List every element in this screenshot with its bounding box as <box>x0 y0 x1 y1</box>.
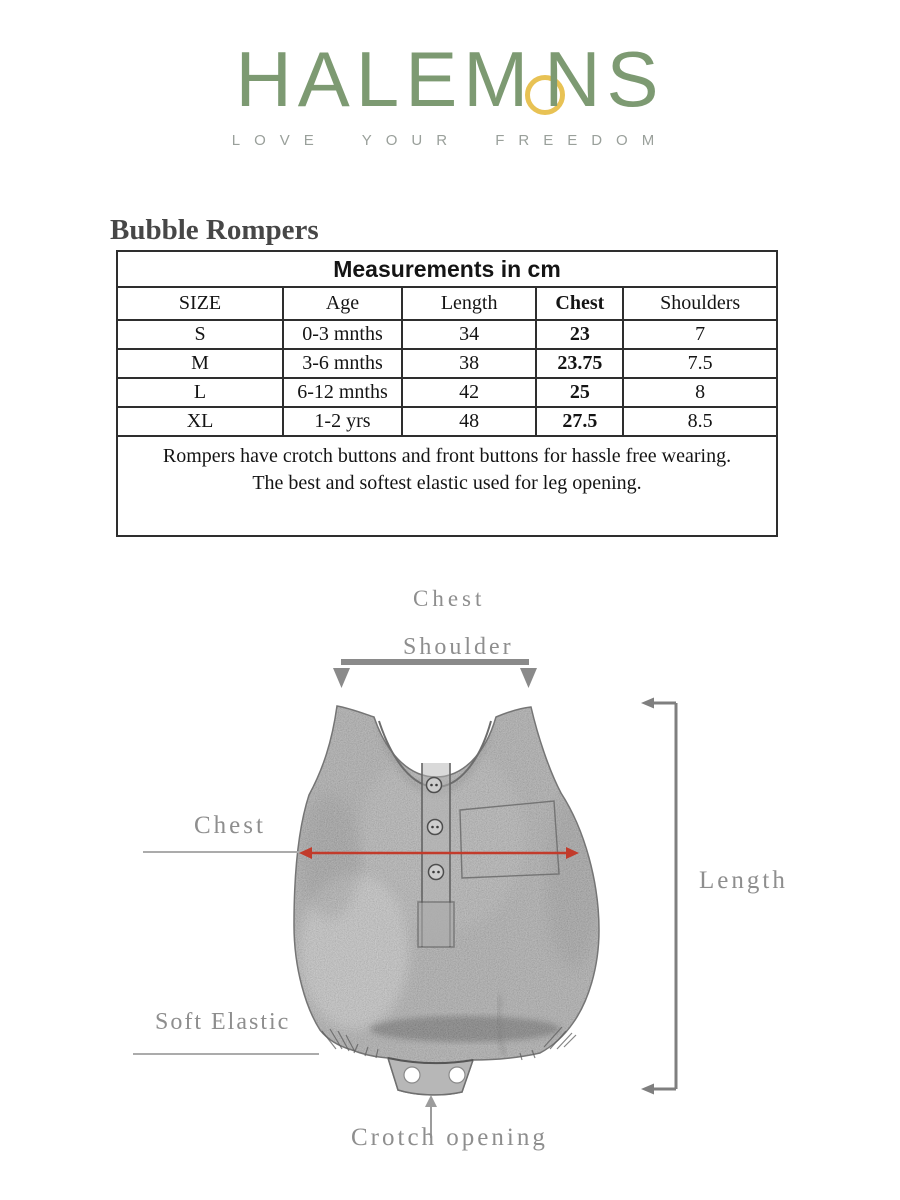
wordmark-right: NS <box>544 35 665 123</box>
cell-shoulders: 7 <box>623 320 777 349</box>
brand-logo <box>0 35 900 149</box>
table-header-row <box>117 287 777 320</box>
table-title: Measurements in cm <box>117 251 777 287</box>
table-row-xl <box>117 407 777 436</box>
cell-chest: 23 <box>536 320 623 349</box>
brand-tagline: LOVE YOUR FREEDOM <box>231 132 669 149</box>
crotch-snap-button <box>404 1067 420 1083</box>
table-row-l <box>117 378 777 407</box>
length-bracket-icon <box>638 695 698 1097</box>
cell-length: 38 <box>402 349 537 378</box>
chest-top-label: Chest <box>413 586 486 611</box>
cell-size: M <box>117 349 283 378</box>
note-line-1: Rompers have crotch buttons and front buttons for hassle free wearing. <box>162 445 732 467</box>
measurements-table <box>116 250 778 537</box>
length-label: Length <box>699 867 788 894</box>
header-length: Length <box>402 287 537 320</box>
cell-age: 3-6 mnths <box>283 349 402 378</box>
cell-chest: 27.5 <box>536 407 623 436</box>
cell-shoulders: 7.5 <box>623 349 777 378</box>
soft-elastic-label: Soft Elastic <box>155 1009 291 1035</box>
cell-age: 0-3 mnths <box>283 320 402 349</box>
crotch-opening-label: Crotch opening <box>351 1124 548 1151</box>
romper-illustration <box>292 697 607 1099</box>
chest-measure-arrow-icon <box>298 843 580 863</box>
table-row-s <box>117 320 777 349</box>
shoulder-label: Shoulder <box>403 634 514 660</box>
table-notes <box>117 436 777 536</box>
cell-chest: 23.75 <box>536 349 623 378</box>
cell-age: 1-2 yrs <box>283 407 402 436</box>
chest-lead-line <box>143 851 311 853</box>
note-line-2: The best and softest elastic used for leg opening. <box>252 472 642 494</box>
cell-length: 42 <box>402 378 537 407</box>
header-chest: Chest <box>536 287 623 320</box>
cell-chest: 25 <box>536 378 623 407</box>
cell-age: 6-12 mnths <box>283 378 402 407</box>
cell-size: S <box>117 320 283 349</box>
header-shoulders: Shoulders <box>623 287 777 320</box>
table-row-m <box>117 349 777 378</box>
header-age: Age <box>283 287 402 320</box>
shoulder-width-arrow-icon <box>333 656 537 694</box>
header-size: SIZE <box>117 287 283 320</box>
brand-wordmark <box>235 35 665 123</box>
crotch-snap-button <box>449 1067 465 1083</box>
wordmark-left: HALEM <box>235 35 535 123</box>
cell-length: 48 <box>402 407 537 436</box>
cell-shoulders: 8 <box>623 378 777 407</box>
cell-size: XL <box>117 407 283 436</box>
table-title-row <box>117 251 777 287</box>
soft-elastic-lead-line <box>133 1053 319 1055</box>
cell-size: L <box>117 378 283 407</box>
cell-shoulders: 8.5 <box>623 407 777 436</box>
page-title: Bubble Rompers <box>110 214 319 246</box>
chest-left-label: Chest <box>194 812 266 839</box>
table-notes-row <box>117 436 777 536</box>
cell-length: 34 <box>402 320 537 349</box>
